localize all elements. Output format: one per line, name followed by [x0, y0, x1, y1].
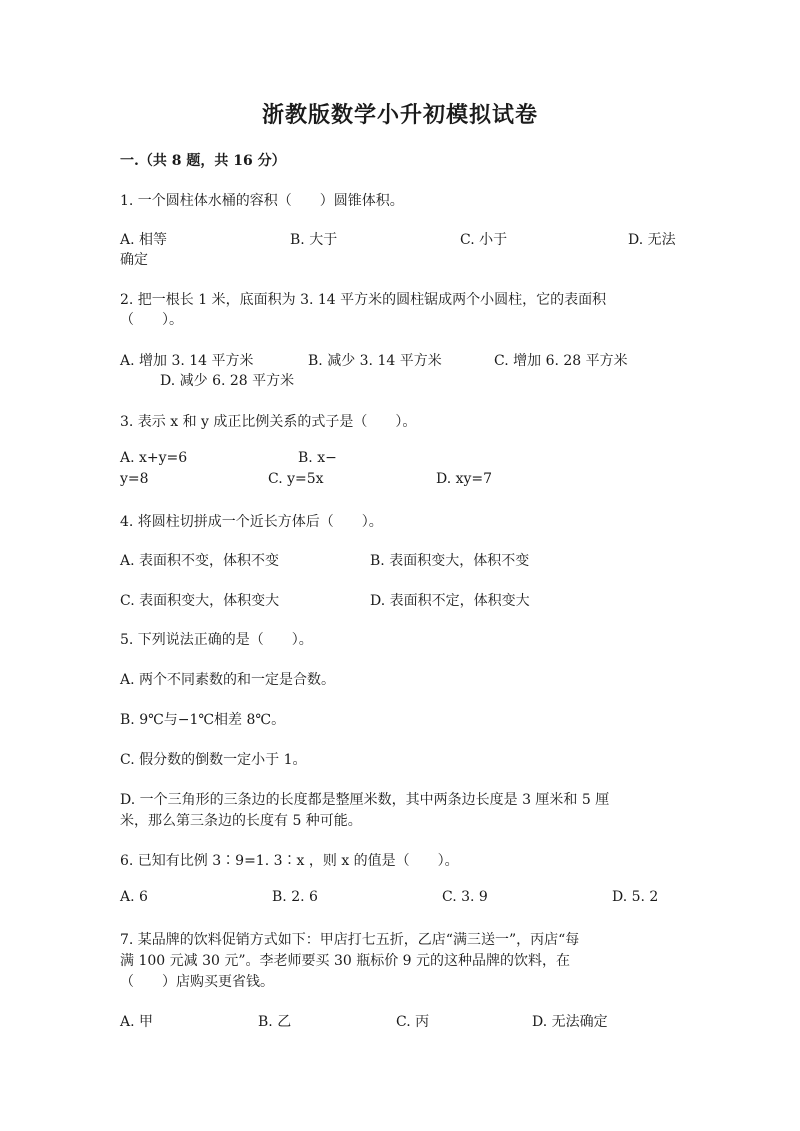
question-6-option-c: C. 3. 9	[442, 889, 488, 905]
question-3-option-b-continued: y=8	[120, 471, 149, 487]
question-2-option-b: B. 减少 3. 14 平方米	[308, 353, 442, 369]
question-7-stem-line-2: 满 100 元减 30 元”。李老师要买 30 瓶标价 9 元的这种品牌的饮料，在	[120, 953, 571, 969]
question-1-option-b: B. 大于	[290, 232, 338, 248]
question-1-stem: 1. 一个圆柱体水桶的容积（ ）圆锥体积。	[120, 193, 404, 209]
question-3-option-d: D. xy=7	[436, 471, 493, 487]
question-7-option-b: B. 乙	[258, 1014, 292, 1030]
question-6-option-d: D. 5. 2	[612, 889, 659, 905]
question-7-option-d: D. 无法确定	[532, 1014, 608, 1030]
question-2-option-d: D. 减少 6. 28 平方米	[160, 373, 295, 389]
question-1-option-d: D. 无法	[628, 232, 676, 248]
question-7-stem: 7. 某品牌的饮料促销方式如下：甲店打七五折，乙店“满三送一”，丙店“每	[120, 932, 580, 948]
question-4-option-a: A. 表面积不变，体积不变	[120, 553, 280, 569]
question-4-option-b: B. 表面积变大，体积不变	[370, 553, 530, 569]
question-5-option-d-continued: 米，那么第三条边的长度有 5 种可能。	[120, 813, 362, 829]
question-2-option-a: A. 增加 3. 14 平方米	[120, 353, 254, 369]
question-7-option-c: C. 丙	[396, 1014, 430, 1030]
question-1-option-a: A. 相等	[120, 232, 168, 248]
question-4-stem: 4. 将圆柱切拼成一个近长方体后（ ）。	[120, 514, 383, 530]
question-2-stem: 2. 把一根长 1 米，底面积为 3. 14 平方米的圆柱锯成两个小圆柱，它的表面积	[120, 292, 607, 308]
question-6-option-b: B. 2. 6	[272, 889, 318, 905]
page-title: 浙教版数学小升初模拟试卷	[261, 102, 538, 128]
question-4-option-d: D. 表面积不定，体积变大	[370, 593, 530, 609]
question-2-option-c: C. 增加 6. 28 平方米	[494, 353, 628, 369]
question-6-stem: 6. 已知有比例 3∶9=1. 3∶x ，则 x 的值是（ ）。	[120, 853, 459, 869]
question-2-stem-continued: （ ）。	[120, 312, 183, 328]
section-heading: 一.（共 8 题，共 16 分）	[120, 153, 286, 169]
question-1-option-d-continued: 确定	[120, 252, 148, 268]
question-5-stem: 5. 下列说法正确的是（ ）。	[120, 632, 313, 648]
question-3-stem: 3. 表示 x 和 y 成正比例关系的式子是（ ）。	[120, 414, 417, 430]
question-3-option-b: B. x−	[298, 450, 337, 466]
question-7-stem-line-3: （ ）店购买更省钱。	[120, 974, 274, 990]
question-4-option-c: C. 表面积变大，体积变大	[120, 593, 280, 609]
question-5-option-d: D. 一个三角形的三条边的长度都是整厘米数，其中两条边长度是 3 厘米和 5 厘	[120, 792, 610, 808]
question-5-option-a: A. 两个不同素数的和一定是合数。	[120, 672, 336, 688]
question-3-option-a: A. x+y=6	[120, 450, 188, 466]
question-6-option-a: A. 6	[120, 889, 148, 905]
question-7-option-a: A. 甲	[120, 1014, 154, 1030]
question-5-option-b: B. 9℃与−1℃相差 8℃。	[120, 712, 286, 728]
question-3-option-c: C. y=5x	[268, 471, 324, 487]
question-1-option-c: C. 小于	[460, 232, 508, 248]
question-5-option-c: C. 假分数的倒数一定小于 1。	[120, 752, 307, 768]
